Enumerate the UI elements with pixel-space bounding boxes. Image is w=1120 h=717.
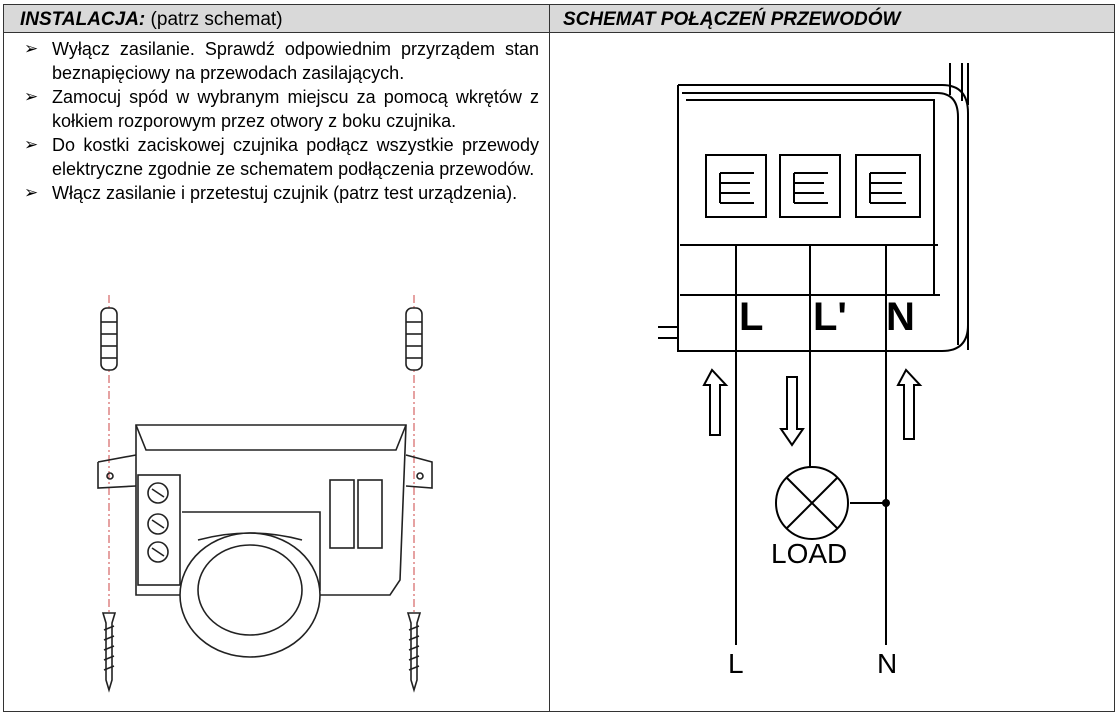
bullet-arrow-icon: ➢: [24, 39, 39, 58]
wire-label-l: L: [728, 648, 744, 679]
schematic-title: SCHEMAT POŁĄCZEŃ PRZEWODÓW: [563, 9, 901, 30]
wall-plug-icon: [101, 308, 117, 370]
lamp-load-icon: [776, 467, 848, 539]
terminal-clamp-icon: [780, 155, 840, 217]
terminal-clamp-icon: [856, 155, 920, 217]
terminal-label-n: N: [886, 295, 915, 339]
screw-icon: [408, 613, 420, 690]
installation-header-text: [20, 9, 283, 31]
installation-title: INSTALACJA:: [20, 9, 146, 30]
load-label: LOAD: [771, 538, 848, 569]
installation-steps: [18, 37, 539, 205]
arrow-up-icon: [704, 370, 726, 435]
bullet-arrow-icon: ➢: [24, 135, 39, 154]
wire-label-n: N: [877, 648, 898, 679]
terminal-label-l-prime: L': [813, 295, 847, 339]
terminal-clamp-icon: [706, 155, 766, 217]
step-text: Zamocuj spód w wybranym miejscu za pomocą wkrętów z kołkiem rozporowym przez otwory z boku czujnika.: [52, 87, 539, 131]
sensor-body-icon: [98, 425, 432, 657]
step-text: Do kostki zaciskowej czujnika podłącz wszystkie przewody elektryczne zgodnie ze schematem podłączenia przewodów.: [52, 135, 539, 179]
column-divider: [549, 5, 550, 711]
arrow-down-icon: [781, 377, 803, 445]
screw-icon: [103, 613, 115, 690]
step-item: [18, 181, 539, 205]
sensor-installation-illustration: [90, 290, 440, 700]
step-item: [18, 37, 539, 85]
wall-plug-icon: [406, 308, 422, 370]
step-item: [18, 133, 539, 181]
step-text: Wyłącz zasilanie. Sprawdź odpowiednim przyrządem stan beznapięciowy na przewodach zasilających.: [52, 39, 539, 83]
wiring-schematic-diagram: [650, 55, 980, 690]
terminal-label-l: L: [739, 295, 764, 339]
arrow-up-icon: [898, 370, 920, 439]
junction-dot: [882, 499, 890, 507]
bullet-arrow-icon: ➢: [24, 183, 39, 202]
step-text: Włącz zasilanie i przetestuj czujnik (patrz test urządzenia).: [52, 183, 518, 203]
schematic-header: [550, 5, 1114, 33]
installation-subtitle: (patrz schemat): [145, 9, 283, 30]
step-item: [18, 85, 539, 133]
installation-header: [4, 5, 549, 33]
bullet-arrow-icon: ➢: [24, 87, 39, 106]
